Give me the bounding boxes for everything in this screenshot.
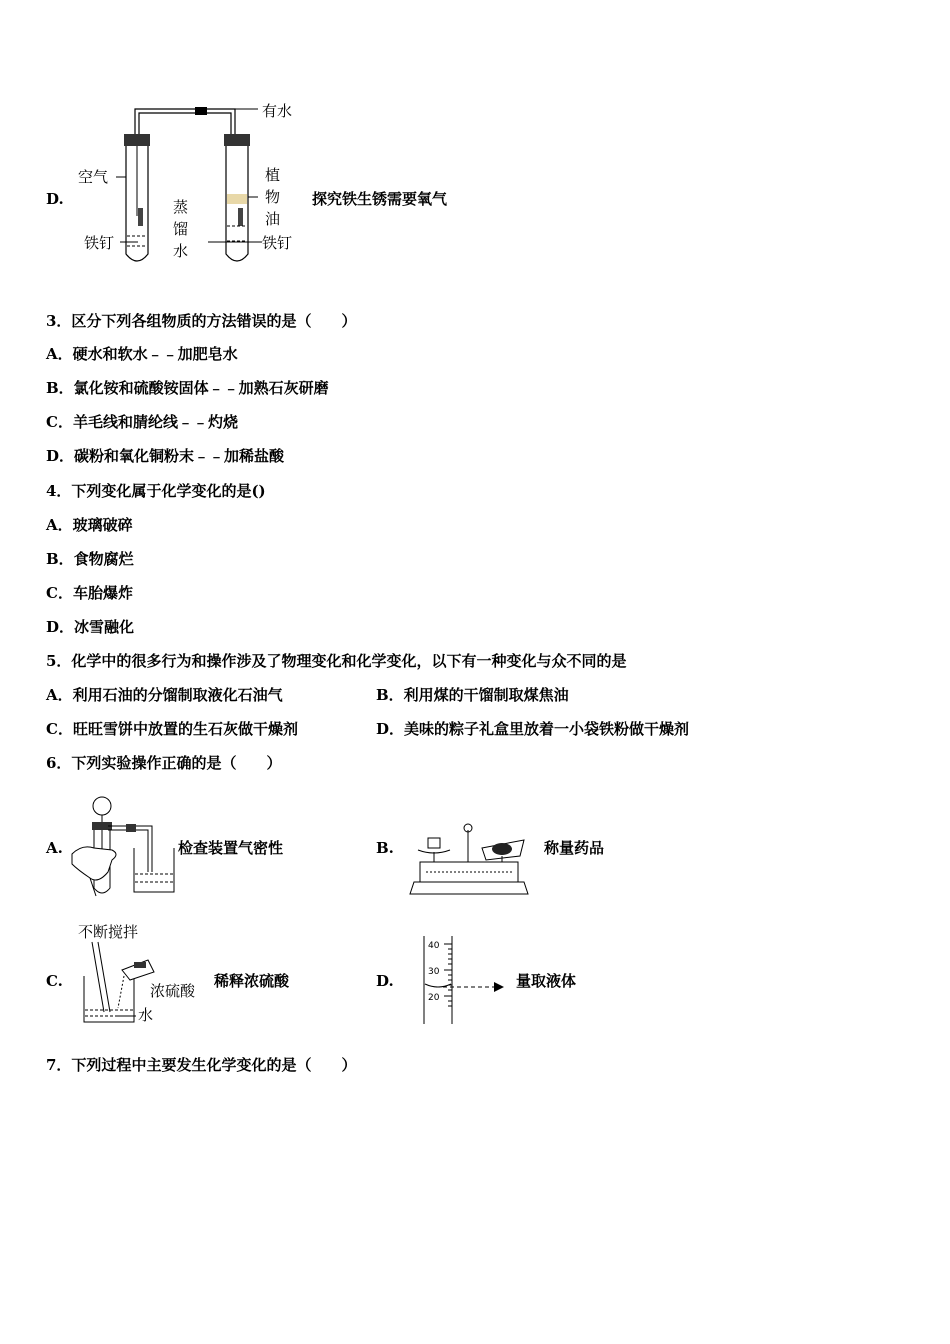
q3-option-d: D．碳粉和氧化铜粉末﹣﹣加稀盐酸 [46,447,285,465]
tick-30: 30 [428,967,440,977]
label-distilled-water-3: 水 [173,242,189,260]
label-plant-oil-1: 植 [265,166,281,184]
q3-option-a: A．硬水和软水﹣﹣加肥皂水 [46,345,238,363]
q4-option-c: C．车胎爆炸 [46,584,133,602]
label-air: 空气 [78,168,109,186]
label-plant-oil-3: 油 [265,210,281,228]
airtightness-check-figure [68,792,183,900]
balance-figure [404,820,534,898]
label-plant-oil-2: 物 [265,188,281,206]
q6-option-d-caption: 量取液体 [516,972,577,990]
q6-stem: 6．下列实验操作正确的是（ ） [46,754,282,772]
q7-stem: 7．下列过程中主要发生化学变化的是（ ） [46,1056,357,1074]
q4-option-d: D．冰雪融化 [46,618,135,636]
q6-option-b-letter: B. [376,839,394,857]
q6-option-c-letter: C. [46,972,63,990]
label-stir: 不断搅拌 [78,923,139,941]
q5-option-d: D．美味的粽子礼盒里放着一小袋铁粉做干燥剂 [376,720,690,738]
q4-option-b: B．食物腐烂 [46,550,134,568]
dilute-acid-figure [78,918,210,1028]
q6-option-d-letter: D. [376,972,394,990]
iron-rust-apparatus-figure [78,96,308,272]
label-distilled-water-1: 蒸 [173,198,189,216]
q5-option-c: C．旺旺雪饼中放置的生石灰做干燥剂 [46,720,298,738]
graduated-cylinder-figure [416,932,516,1028]
label-nail-right: 铁钉 [262,234,293,252]
tick-40: 40 [428,941,440,951]
q6-option-b-caption: 称量药品 [544,839,605,857]
label-water: 有水 [262,102,293,120]
q3-option-c: C．羊毛线和腈纶线﹣﹣灼烧 [46,413,238,431]
q6-option-c-caption: 稀释浓硫酸 [214,972,290,990]
q3-stem: 3．区分下列各组物质的方法错误的是（ ） [46,312,357,330]
label-acid: 浓硫酸 [150,982,196,1000]
q6-option-a-letter: A. [46,839,63,857]
q5-option-a: A．利用石油的分馏制取液化石油气 [46,686,283,704]
q4-option-a: A．玻璃破碎 [46,516,133,534]
label-distilled-water-2: 馏 [173,220,189,238]
q5-option-b: B．利用煤的干馏制取煤焦油 [376,686,569,704]
q2-option-d-letter: D. [46,190,64,208]
q6-option-a-caption: 检查装置气密性 [178,839,284,857]
q4-stem: 4．下列变化属于化学变化的是() [46,482,266,500]
q2-option-d-caption: 探究铁生锈需要氧气 [312,190,448,208]
tick-20: 20 [428,993,440,1003]
q3-option-b: B．氯化铵和硫酸铵固体﹣﹣加熟石灰研磨 [46,379,329,397]
label-nail-left: 铁钉 [84,234,115,252]
q5-stem: 5．化学中的很多行为和操作涉及了物理变化和化学变化，以下有一种变化与众不同的是 [46,652,627,670]
label-water-6c: 水 [138,1006,154,1024]
